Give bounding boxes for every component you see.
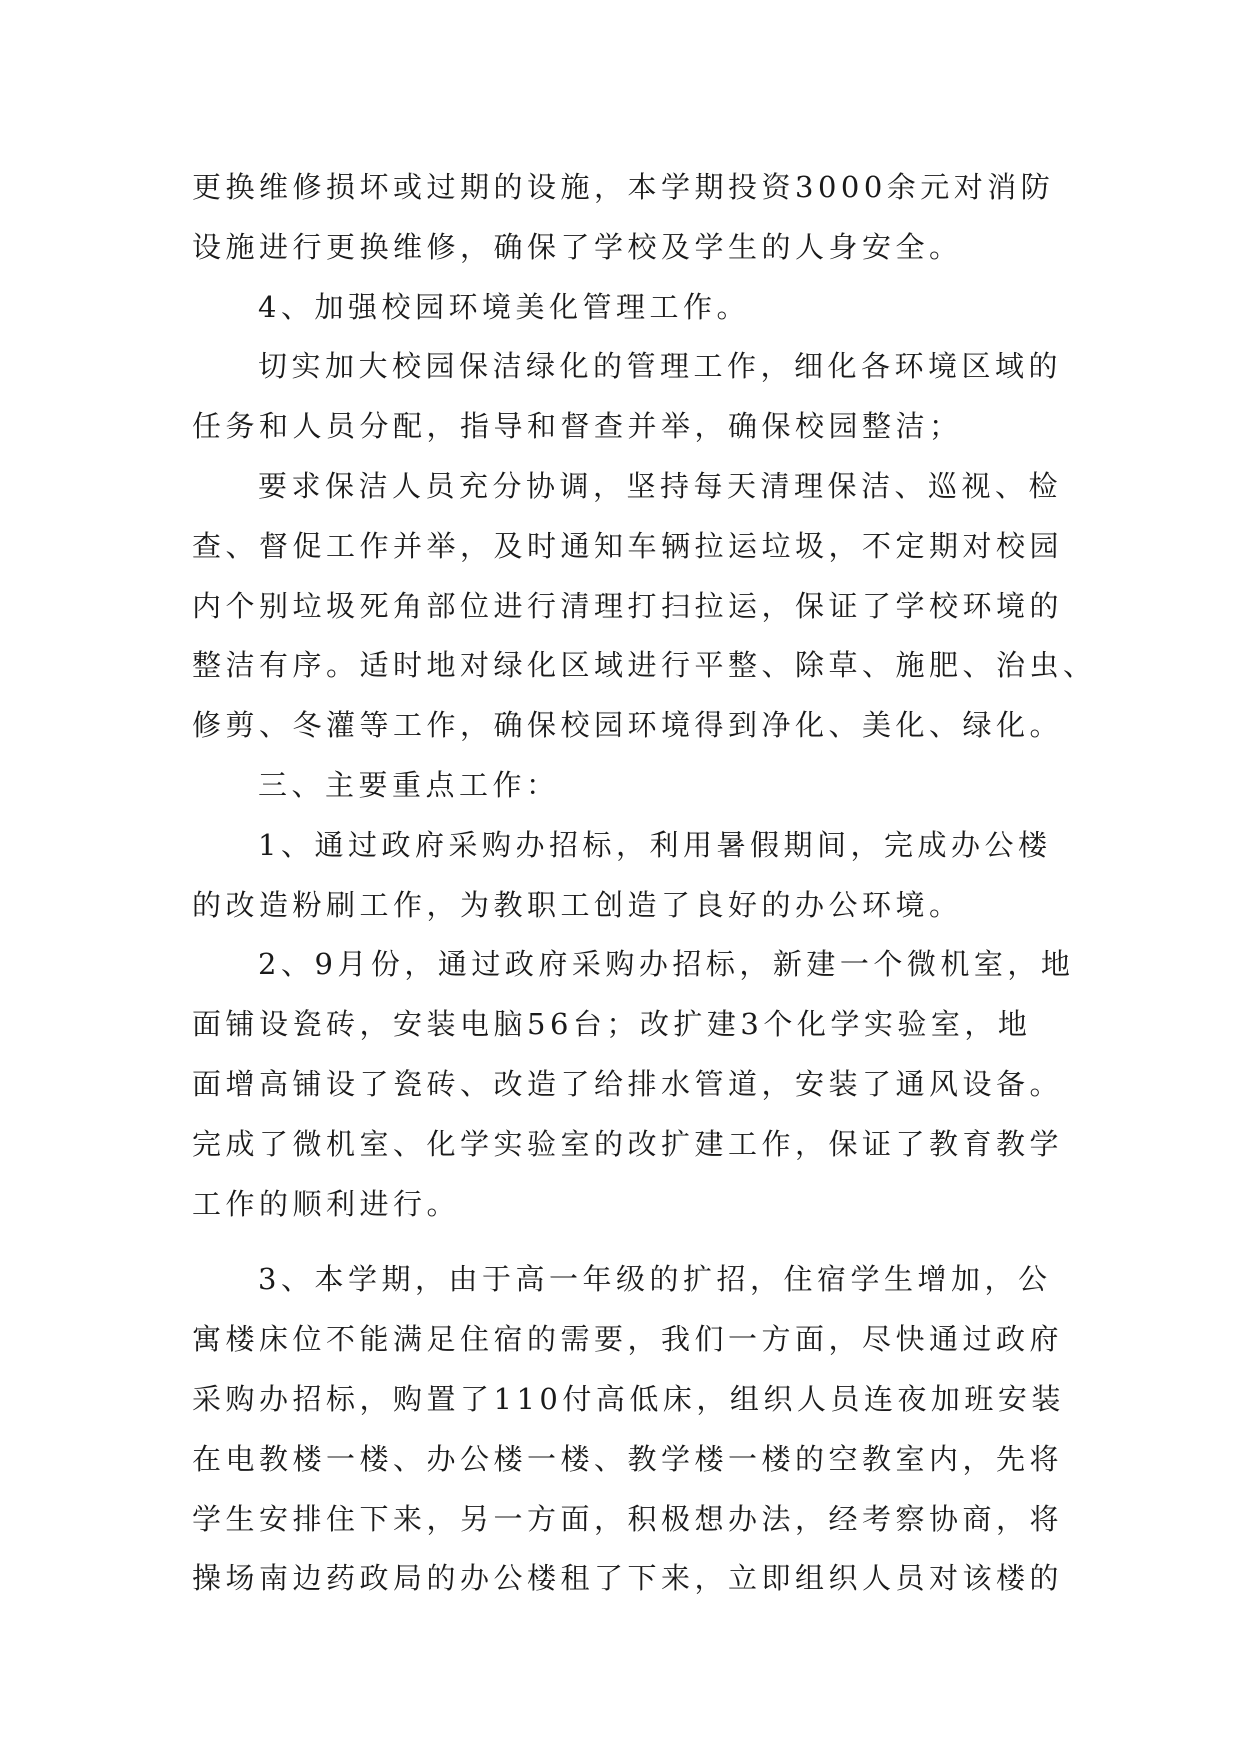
text-line: 面铺设瓷砖，安装电脑56台；改扩建3个化学实验室，地: [192, 1007, 1032, 1042]
text-line: 寓楼床位不能满足住宿的需要，我们一方面，尽快通过政府: [192, 1322, 1064, 1357]
text-line: 更换维修损坏或过期的设施，本学期投资3000余元对消防: [192, 170, 1055, 204]
text-line: 整洁有序。适时地对绿化区域进行平整、除草、施肥、治虫、: [192, 648, 1097, 683]
text-line: 完成了微机室、化学实验室的改扩建工作，保证了教育教学: [192, 1126, 1064, 1161]
section-heading: 三、主要重点工作：: [258, 767, 560, 802]
text-line: 操场南边药政局的办公楼租了下来，立即组织人员对该楼的: [192, 1561, 1064, 1596]
text-line: 学生安排住下来，另一方面，积极想办法，经考察协商，将: [192, 1501, 1064, 1536]
section-heading: 4、加强校园环境美化管理工作。: [258, 289, 750, 324]
text-line: 内个别垃圾死角部位进行清理打扫拉运，保证了学校环境的: [192, 588, 1064, 623]
document-body: [192, 158, 1097, 1609]
paragraph-start: 要求保洁人员充分协调，坚持每天清理保洁、巡视、检: [258, 468, 1063, 503]
text-line: 设施进行更换维修，确保了学校及学生的人身安全。: [192, 229, 963, 264]
text-line: 查、督促工作并举，及时通知车辆拉运垃圾，不定期对校园: [192, 528, 1064, 563]
text-line: 采购办招标，购置了110付高低床，组织人员连夜加班安装: [192, 1381, 1065, 1416]
text-line: 在电教楼一楼、办公楼一楼、教学楼一楼的空教室内，先将: [192, 1441, 1064, 1476]
paragraph-gap: [192, 1234, 1072, 1250]
text-line: 任务和人员分配，指导和督查并举，确保校园整洁；: [192, 409, 963, 444]
text-line: 的改造粉刷工作，为教职工创造了良好的办公环境。: [192, 887, 963, 922]
text-line: 面增高铺设了瓷砖、改造了给排水管道，安装了通风设备。: [192, 1066, 1064, 1101]
paragraph-start: 1、通过政府采购办招标，利用暑假期间，完成办公楼: [258, 827, 1052, 862]
text-line: 工作的顺利进行。: [192, 1186, 461, 1221]
paragraph-start: 切实加大校园保洁绿化的管理工作，细化各环境区域的: [258, 349, 1063, 384]
text-line: 修剪、冬灌等工作，确保校园环境得到净化、美化、绿化。: [192, 708, 1064, 743]
paragraph-start: 2、9月份，通过政府采购办招标，新建一个微机室，地: [258, 947, 1075, 982]
paragraph-start: 3、本学期，由于高一年级的扩招，住宿学生增加，公: [258, 1262, 1052, 1297]
